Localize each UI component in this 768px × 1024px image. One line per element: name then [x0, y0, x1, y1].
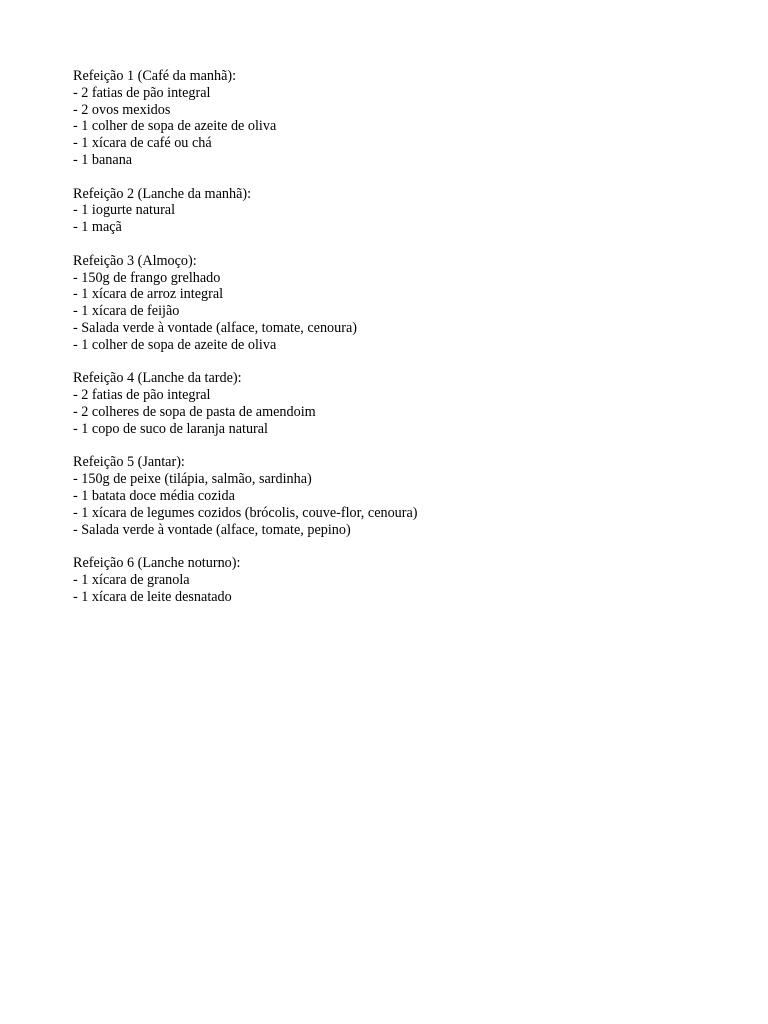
meal-item: - 1 xícara de arroz integral	[73, 286, 224, 303]
meal-item: - 1 xícara de granola	[73, 571, 190, 588]
meal-3	[73, 253, 713, 354]
meal-item: - Salada verde à vontade (alface, tomate, cenoura)	[73, 319, 357, 336]
meal-item: - 1 colher de sopa de azeite de oliva	[73, 336, 277, 353]
meal-item: - 150g de frango grelhado	[73, 269, 221, 286]
meal-item: - 1 batata doce média cozida	[73, 487, 235, 504]
meal-item: - 1 xícara de café ou chá	[73, 135, 212, 152]
meal-2	[73, 186, 713, 236]
meal-6	[73, 555, 713, 605]
meal-item: - 2 fatias de pão integral	[73, 387, 211, 404]
meal-title: Refeição 3 (Almoço):	[73, 252, 197, 269]
meal-item: - 1 xícara de leite desnatado	[73, 588, 232, 605]
meal-item: - 1 xícara de legumes cozidos (brócolis, couve-flor, cenoura)	[73, 504, 418, 521]
meal-plan	[73, 68, 713, 622]
meal-item: - Salada verde à vontade (alface, tomate, pepino)	[73, 521, 351, 538]
meal-title: Refeição 5 (Jantar):	[73, 454, 185, 471]
meal-title: Refeição 6 (Lanche noturno):	[73, 555, 241, 572]
meal-item: - 1 copo de suco de laranja natural	[73, 420, 268, 437]
meal-item: - 1 maçã	[73, 219, 122, 236]
meal-item: - 2 fatias de pão integral	[73, 84, 211, 101]
meal-title: Refeição 2 (Lanche da manhã):	[73, 185, 252, 202]
meal-1	[73, 68, 713, 169]
meal-title: Refeição 4 (Lanche da tarde):	[73, 370, 242, 387]
meal-item: - 1 iogurte natural	[73, 202, 176, 219]
meal-title: Refeição 1 (Café da manhã):	[73, 68, 237, 84]
meal-item: - 1 colher de sopa de azeite de oliva	[73, 118, 277, 135]
meal-item: - 150g de peixe (tilápia, salmão, sardinha)	[73, 471, 312, 488]
meal-item: - 1 banana	[73, 151, 133, 168]
meal-4	[73, 370, 713, 437]
meal-item: - 2 colheres de sopa de pasta de amendoim	[73, 403, 316, 420]
meal-5	[73, 454, 713, 538]
meal-item: - 1 xícara de feijão	[73, 303, 180, 320]
meal-item: - 2 ovos mexidos	[73, 101, 171, 118]
